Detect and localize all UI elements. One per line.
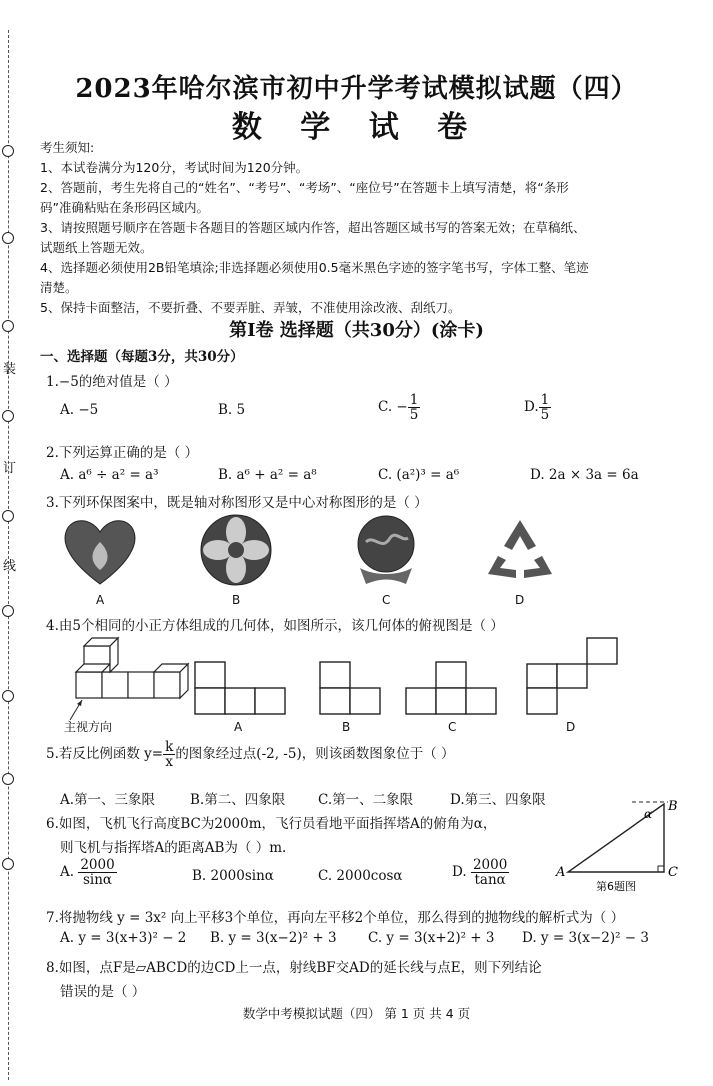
q8-line2: 错误的是（ ） [60,984,146,1000]
q4-option-a-view [193,660,289,716]
q7-option-a: A. y = 3(x+3)² − 2 [60,930,187,946]
q5-option-b: B.第二、四象限 [190,792,286,808]
q3-label-a: A [96,593,105,607]
q4-label-d: D [566,720,576,734]
q3-figure-d-recycle [480,512,560,588]
q6-caption: 第6题图 [596,880,636,892]
q2-option-d: D. 2a × 3a = 6a [530,467,639,483]
q6-option-d: D. $\frac{2000}{\tan\alpha}$ [452,857,508,889]
q2-option-a: A. a⁶ ÷ a² = a³ [60,467,159,483]
exam-subtitle: 数 学 试 卷 [231,110,482,145]
q3-figure-a-heart [60,512,140,588]
q3-label-c: C [382,593,391,607]
q7-stem: 7.将抛物线 y = 3x² 向上平移3个单位，再向左平移2个单位，那么得到的抛物线的解析式为（ ） [46,910,625,926]
binding-hole [2,773,14,785]
q7-option-d: D. y = 3(x−2)² − 3 [522,930,649,946]
note-line: 试题纸上答题无效。 [40,240,153,255]
q6-option-a: A. $\frac{2000}{\sin\alpha}$ [60,857,115,889]
binding-hole [2,605,14,617]
binding-char-zhuang: 装 [3,362,17,377]
q6-line2: 则飞机与指挥塔A的距离AB为（ ）m. [60,840,287,856]
q5-stem: 5.若反比例函数 y= $\frac{k}{x}$ 的图象经过点(-2, -5)，则该函数图象位于（ ） [46,739,455,771]
q5-option-a: A.第一、三象限 [60,792,156,808]
binding-hole [2,690,14,702]
q6-triangle-figure [552,796,692,892]
q8-line1: 8.如图，点F是▱ABCD的边CD上一点，射线BF交AD的延长线与点E，则下列结论 [46,960,542,976]
note-line: 5、保持卡面整洁，不要折叠、不要弄脏、弄皱，不准使用涂改液、刮纸刀。 [40,300,461,315]
q1-option-d: D. $\frac{1}{5}$ [524,392,550,424]
q1-stem: 1.−5的绝对值是（ ） [46,374,178,390]
q3-label-d: D [515,593,525,607]
note-line: 码”准确粘贴在条形码区域内。 [40,200,209,215]
section-part: 一、选择题（每题3分，共30分） [40,349,244,365]
q1-option-b: B. 5 [218,402,246,418]
q1-option-c: C. − $\frac{1}{5}$ [378,392,419,424]
q6-point-b: B [668,799,678,814]
q3-figure-b-emblem [196,512,276,588]
q2-option-b: B. a⁶ + a² = a⁸ [218,467,317,483]
q3-label-b: B [232,593,241,607]
q1-option-a: A. −5 [60,402,99,418]
binding-hole [2,145,14,157]
q6-line1: 6.如图，飞机飞行高度BC为2000m，飞行员看地平面指挥塔A的俯角为α， [46,816,497,832]
q6-angle-alpha: α [644,807,653,821]
q2-option-c: C. (a²)³ = a⁶ [378,467,460,483]
q4-option-c-view [404,660,500,716]
note-line: 2、答题前，考生先将自己的“姓名”、“考号”、“考场”、“座位号”在答题卡上填写清楚，将“条形 [40,180,569,195]
binding-hole [2,858,14,870]
q4-option-d-view [525,636,621,716]
q3-figure-c-globe [346,512,426,588]
q4-label-b: B [342,720,351,734]
q3-stem: 3.下列环保图案中，既是轴对称图形又是中心对称图形的是（ ） [46,495,428,511]
q4-front-label: 主视方向 [64,720,113,734]
q4-label-a: A [234,720,243,734]
binding-char-xian: 线 [3,559,17,574]
q6-point-a: A [556,865,566,880]
notes-heading: 考生须知: [40,140,95,155]
binding-hole [2,232,14,244]
q5-option-c: C.第一、二象限 [318,792,414,808]
q6-option-c: C. 2000cosα [318,868,403,884]
binding-char-ding: 订 [3,461,17,476]
q4-label-c: C [448,720,457,734]
page-footer: 数学中考模拟试题（四） 第 1 页 共 4 页 [242,1006,471,1021]
q4-stem: 4.由5个相同的小正方体组成的几何体，如图所示，该几何体的俯视图是（ ） [46,618,504,634]
q4-option-b-view [318,660,384,716]
note-line: 清楚。 [40,280,78,295]
note-line: 3、请按照题号顺序在答题卡各题目的答题区域内作答，超出答题区域书写的答案无效；在草稿纸、 [40,220,586,235]
q2-stem: 2.下列运算正确的是（ ） [46,445,199,461]
q7-option-c: C. y = 3(x+2)² + 3 [368,930,495,946]
q5-option-d: D.第三、四象限 [450,792,546,808]
q7-option-b: B. y = 3(x−2)² + 3 [210,930,337,946]
binding-hole [2,510,14,522]
q6-point-c: C [668,865,678,880]
binding-hole [2,410,14,422]
note-line: 1、本试卷满分为120分，考试时间为120分钟。 [40,160,309,175]
q6-option-b: B. 2000sinα [192,868,274,884]
exam-title: 2023年哈尔滨市初中升学考试模拟试题（四） [75,74,638,104]
section-title: 第Ⅰ卷 选择题（共30分）(涂卡) [229,320,484,341]
note-line: 4、选择题必须使用2B铅笔填涂;非选择题必须使用0.5毫米黑色字迹的签字笔书写，字体工整、笔迹 [40,260,589,275]
